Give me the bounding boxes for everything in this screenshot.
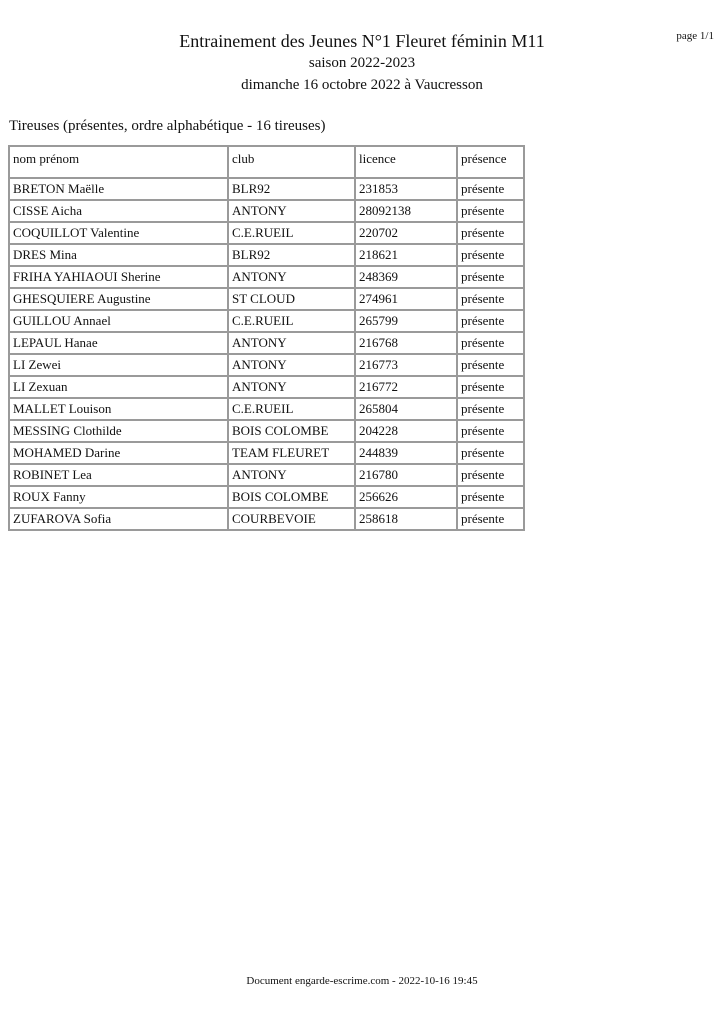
presence-cell: présente <box>457 288 524 310</box>
table-row <box>9 222 524 244</box>
fencer-name-cell: LI Zexuan <box>9 376 228 398</box>
table-body <box>9 178 524 530</box>
licence-cell: 216772 <box>355 376 457 398</box>
fencer-name-cell: LI Zewei <box>9 354 228 376</box>
presence-cell: présente <box>457 442 524 464</box>
fencer-name-cell: DRES Mina <box>9 244 228 266</box>
club-cell: C.E.RUEIL <box>228 398 355 420</box>
licence-cell: 220702 <box>355 222 457 244</box>
document-title: Entrainement des Jeunes N°1 Fleuret féminin M11 <box>179 31 545 51</box>
licence-cell: 248369 <box>355 266 457 288</box>
column-header-club: club <box>228 146 355 178</box>
table-row <box>9 354 524 376</box>
club-cell: ANTONY <box>228 200 355 222</box>
presence-cell: présente <box>457 200 524 222</box>
presence-cell: présente <box>457 420 524 442</box>
licence-cell: 265804 <box>355 398 457 420</box>
licence-cell: 216768 <box>355 332 457 354</box>
table-row <box>9 244 524 266</box>
table-row <box>9 398 524 420</box>
table-row <box>9 464 524 486</box>
fencer-name-cell: ROUX Fanny <box>9 486 228 508</box>
fencer-name-cell: BRETON Maëlle <box>9 178 228 200</box>
table-row <box>9 420 524 442</box>
club-cell: ANTONY <box>228 376 355 398</box>
presence-cell: présente <box>457 508 524 530</box>
licence-cell: 231853 <box>355 178 457 200</box>
licence-cell: 265799 <box>355 310 457 332</box>
column-header-presence: présence <box>457 146 524 178</box>
club-cell: TEAM FLEURET <box>228 442 355 464</box>
presence-cell: présente <box>457 354 524 376</box>
presence-cell: présente <box>457 486 524 508</box>
club-cell: BLR92 <box>228 178 355 200</box>
club-cell: ANTONY <box>228 266 355 288</box>
presence-cell: présente <box>457 464 524 486</box>
date-place-label: dimanche 16 octobre 2022 à Vaucresson <box>241 77 483 93</box>
table-row <box>9 310 524 332</box>
table-row <box>9 376 524 398</box>
document-header <box>0 30 724 96</box>
club-cell: COURBEVOIE <box>228 508 355 530</box>
table-row <box>9 486 524 508</box>
presence-cell: présente <box>457 266 524 288</box>
table-row <box>9 288 524 310</box>
fencer-name-cell: MESSING Clothilde <box>9 420 228 442</box>
season-label: saison 2022-2023 <box>308 55 416 71</box>
presence-cell: présente <box>457 178 524 200</box>
club-cell: BOIS COLOMBE <box>228 420 355 442</box>
table-row <box>9 508 524 530</box>
club-cell: C.E.RUEIL <box>228 222 355 244</box>
page-number: page 1/1 <box>676 30 714 42</box>
presence-cell: présente <box>457 222 524 244</box>
section-heading: Tireuses (présentes, ordre alphabétique - 16 tireuses) <box>9 118 326 134</box>
licence-cell: 258618 <box>355 508 457 530</box>
licence-cell: 204228 <box>355 420 457 442</box>
table-row <box>9 200 524 222</box>
licence-cell: 274961 <box>355 288 457 310</box>
presence-cell: présente <box>457 244 524 266</box>
column-header-licence: licence <box>355 146 457 178</box>
presence-cell: présente <box>457 398 524 420</box>
fencer-name-cell: MALLET Louison <box>9 398 228 420</box>
fencer-name-cell: MOHAMED Darine <box>9 442 228 464</box>
fencers-table <box>8 145 525 531</box>
licence-cell: 216780 <box>355 464 457 486</box>
fencer-name-cell: ROBINET Lea <box>9 464 228 486</box>
fencer-name-cell: LEPAUL Hanae <box>9 332 228 354</box>
presence-cell: présente <box>457 376 524 398</box>
table-row <box>9 332 524 354</box>
licence-cell: 256626 <box>355 486 457 508</box>
column-header-name: nom prénom <box>9 146 228 178</box>
fencer-name-cell: FRIHA YAHIAOUI Sherine <box>9 266 228 288</box>
fencer-name-cell: CISSE Aicha <box>9 200 228 222</box>
fencer-name-cell: GHESQUIERE Augustine <box>9 288 228 310</box>
club-cell: ST CLOUD <box>228 288 355 310</box>
presence-cell: présente <box>457 310 524 332</box>
document-footer: Document engarde-escrime.com - 2022-10-16 19:45 <box>246 975 478 987</box>
fencer-name-cell: ZUFAROVA Sofia <box>9 508 228 530</box>
fencer-name-cell: COQUILLOT Valentine <box>9 222 228 244</box>
table-row <box>9 178 524 200</box>
club-cell: C.E.RUEIL <box>228 310 355 332</box>
licence-cell: 216773 <box>355 354 457 376</box>
club-cell: BLR92 <box>228 244 355 266</box>
table-row <box>9 266 524 288</box>
table-row <box>9 442 524 464</box>
club-cell: ANTONY <box>228 354 355 376</box>
club-cell: BOIS COLOMBE <box>228 486 355 508</box>
fencer-name-cell: GUILLOU Annael <box>9 310 228 332</box>
club-cell: ANTONY <box>228 332 355 354</box>
table-header-row <box>9 146 524 178</box>
club-cell: ANTONY <box>228 464 355 486</box>
presence-cell: présente <box>457 332 524 354</box>
licence-cell: 244839 <box>355 442 457 464</box>
licence-cell: 28092138 <box>355 200 457 222</box>
licence-cell: 218621 <box>355 244 457 266</box>
